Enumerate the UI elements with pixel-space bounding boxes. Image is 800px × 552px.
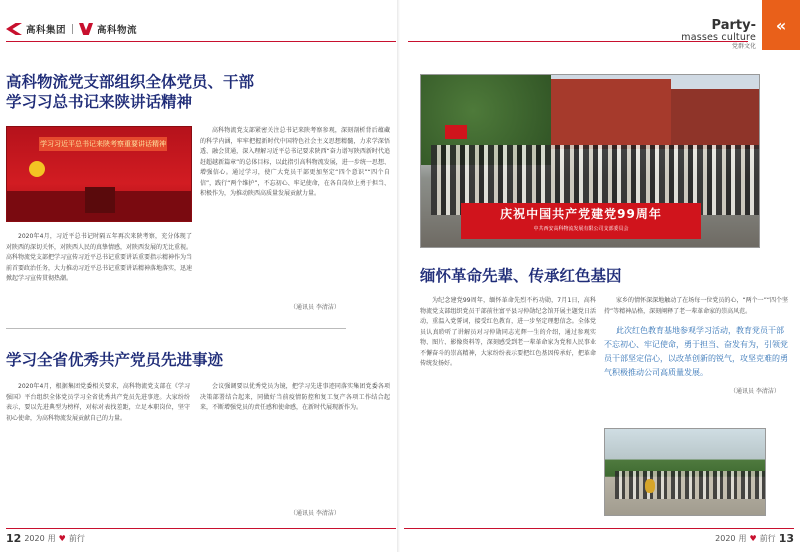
section-label: [681, 0, 762, 51]
section-header: [681, 0, 800, 50]
article3-highlight: 此次红色教育基地参观学习活动，教育党员干部不忘初心、牢记使命，勇于担当、奋发有为，引领党员干部坚定信心，以改革创新的锐气，攻坚克难的勇气积极推动公司高质量发展。: [604, 326, 788, 377]
article1-col2: 高科物流党支部紧密关注总书记来陕考察参观，深刻剖析背后蕴藏的科学内涵，牢牢把握新时代中国特色社会主义思想精髓，力求学深悟透、融会贯通，深入理解习近平总书记要求陕西“奋力谱写陕西新时代追赶超越新篇章”的总体目标，以此指引高科物流发展，进一步统一思想、增强信心。通过学习，使广大党员干部更加坚定“四个意识”“四个自信”，践行“两个维护”，不忘初心、牢记使命，在各自岗位上勇于担当、积极作为，为推动陕西高质量发展贡献力量。: [200, 127, 390, 197]
visitors: [615, 471, 765, 499]
footer-year-left: 2020: [24, 534, 45, 543]
header-rule: [6, 41, 396, 42]
masses-label: masses culture: [681, 32, 756, 43]
party-flag-icon: [445, 125, 467, 139]
anniversary-banner: [461, 203, 701, 239]
article3-col2-lead: 家乡的情怀深深地触动了在场每一位党员的心，“两个一”“四个坚持”等精神品格，深刻阐释了老一辈革命家的崇高风范。: [604, 297, 788, 315]
page-number-left: 12: [6, 532, 22, 545]
party-emblem-icon: [29, 161, 45, 177]
banner-sub-text: 中共西安高科物流发展有限公司支部委员会: [533, 226, 629, 232]
footer-rule-right: [404, 528, 794, 529]
footer-slogan-left-b: 前行: [68, 534, 85, 543]
wreath-icon: [645, 479, 655, 493]
logistics-logo-icon: [79, 23, 93, 35]
brand1-text: 高科集团: [26, 25, 67, 36]
footer-slogan-right-a: 用: [738, 534, 747, 543]
footer-right: [715, 532, 794, 545]
culture-cn-label: 党群文化: [731, 43, 756, 50]
building: [551, 79, 671, 149]
heart-icon-right: ♥: [749, 534, 757, 543]
footer-slogan-left-a: 用: [47, 534, 56, 543]
article1-title: [6, 72, 306, 112]
memorial-photo: [604, 428, 766, 516]
double-chevron-left-icon: «: [762, 0, 800, 50]
footer-slogan-right-b: 前行: [759, 534, 776, 543]
article-divider: [6, 328, 346, 329]
group-photo: [420, 74, 760, 248]
article1-col1: 2020年4月，习近平总书记时隔五年再次来陕考察，充分体现了对陕西的深切关怀，对陕西人民的真挚情感，对陕西发展的无比重视。高科物流党支部把学习宣传习近平总书记重要讲话重要指示精神作为当前首要政治任务，大力推动习近平总书记重要讲话精神落地落实，迅速掀起学习宣传贯彻热潮。: [6, 233, 193, 282]
article1-credit: （通讯员 李清洁）: [290, 304, 340, 311]
heart-icon: ♥: [58, 534, 66, 543]
page-number-right: 13: [778, 532, 794, 545]
article2-title: 学习全省优秀共产党员先进事迹: [6, 351, 224, 369]
footer-left: [6, 532, 85, 545]
brand-separator: [72, 24, 73, 34]
footer-year-right: 2020: [715, 534, 736, 543]
footer-rule-left: [6, 528, 396, 529]
meeting-photo: [6, 126, 192, 222]
brand2-text: 高科物流: [97, 25, 138, 36]
brand-header: [6, 22, 137, 36]
podium: [85, 187, 115, 213]
article2-col2: 会议强调要以优秀党员为镜，把学习先进事迹同落实集团党委各项决策部署结合起来，同做好当前疫情防控和复工复产各项工作结合起来，不断增强党员的责任感和使命感，在新时代展现新作为。: [200, 383, 390, 411]
right-page: [400, 0, 800, 552]
gaoke-logo-icon: [6, 23, 22, 35]
article1-title-line1: 高科物流党支部组织全体党员、干部: [6, 73, 255, 91]
meeting-banner: 学习习近平总书记来陕考察重要讲话精神: [39, 137, 167, 151]
building-2: [671, 89, 760, 149]
article2-credit: （通讯员 李清洁）: [290, 510, 340, 517]
party-label: Party-: [711, 18, 756, 33]
article2-col1: 2020年4月，根据集团党委相关要求，高科物流党支部在《学习强国》平台组织全体党员学习全省优秀共产党员先进事迹。大家纷纷表示，要以先进典型为榜样，对标对表找差距，立足本职岗位，坚守初心使命，为高科物流发展贡献自己的力量。: [6, 383, 190, 422]
article3-title: 缅怀革命先辈、传承红色基因: [420, 267, 622, 285]
article3-credit: （通讯员 李清洁）: [730, 388, 780, 395]
article1-title-line2: 学习习总书记来陕讲话精神: [6, 93, 193, 111]
banner-main-text: 庆祝中国共产党建党99周年: [500, 207, 662, 221]
article3-col1: 为纪念建党99周年，缅怀革命先烈不朽功勋，7月1日，高科物流党支部组织党员干部前往富平县习仲勋纪念馆开展主题党日活动，重温入党誓词，接受红色教育，进一步坚定理想信念。全体党员认真聆听了讲解员对习仲勋同志光辉一生的介绍，通过参观实物、图片、影像资料等，深刻感受到老一辈革命家为党和人民事业不懈奋斗的崇高精神，大家纷纷表示要把红色基因传承好，把革命传统发扬好。: [420, 297, 596, 367]
